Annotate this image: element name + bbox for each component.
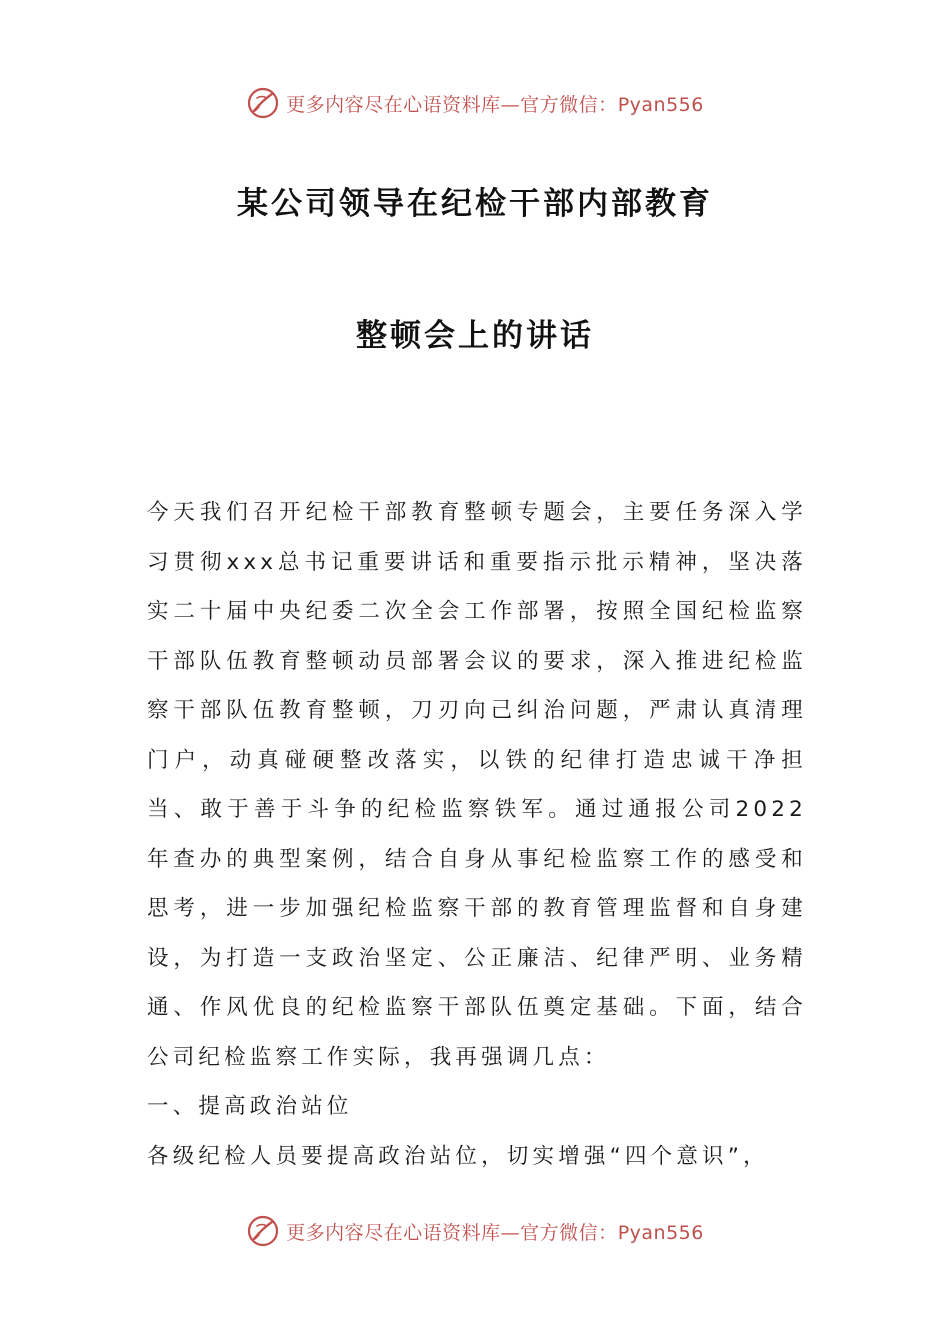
watermark-header: [0, 83, 950, 123]
watermark-separator: —: [500, 93, 521, 116]
watermark-separator: —: [500, 1221, 521, 1244]
watermark-footer: [0, 1211, 950, 1251]
document-body: [147, 488, 807, 1181]
watermark-account: Pyan556: [617, 93, 704, 116]
section-heading-1: 一、提高政治站位: [147, 1094, 353, 1119]
watermark-account: Pyan556: [617, 1221, 704, 1244]
watermark-label: 官方微信：: [520, 93, 618, 116]
watermark-text: [286, 1218, 704, 1245]
pen-circle-logo-icon: [246, 1214, 280, 1248]
watermark-prefix: 更多内容尽在心语资料库: [286, 1221, 501, 1244]
watermark-prefix: 更多内容尽在心语资料库: [286, 93, 501, 116]
document-title-line-2: 整顿会上的讲话: [356, 318, 594, 354]
watermark-label: 官方微信：: [520, 1221, 618, 1244]
watermark-text: [286, 90, 704, 117]
body-paragraph-2: 各级纪检人员要提高政治站位，切实增强“四个意识”，: [147, 1143, 769, 1169]
pen-circle-logo-icon: [246, 86, 280, 120]
body-paragraph-1: 今天我们召开纪检干部教育整顿专题会，主要任务深入学习贯彻xxx总书记重要讲话和重要指示批示精神，坚决落实二十届中央纪委二次全会工作部署，按照全国纪检监察干部队伍教育整顿动员部署会议的要求，深入推进纪检监察干部队伍教育整顿，刀刃向己纠治问题，严肃认真清理门户，动真碰硬整改落实，以铁的纪律打造忠诚干净担当、敢于善于斗争的纪检监察铁军。通过通报公司2022年查办的典型案例，结合自身从事纪检监察工作的感受和思考，进一步加强纪检监察干部的教育管理监督和自身建设，为打造一支政治坚定、公正廉洁、纪律严明、业务精通、作风优良的纪检监察干部队伍奠定基础。下面，结合公司纪检监察工作实际，我再强调几点：: [147, 500, 807, 1070]
document-title-line-1: 某公司领导在纪检干部内部教育: [237, 186, 713, 222]
